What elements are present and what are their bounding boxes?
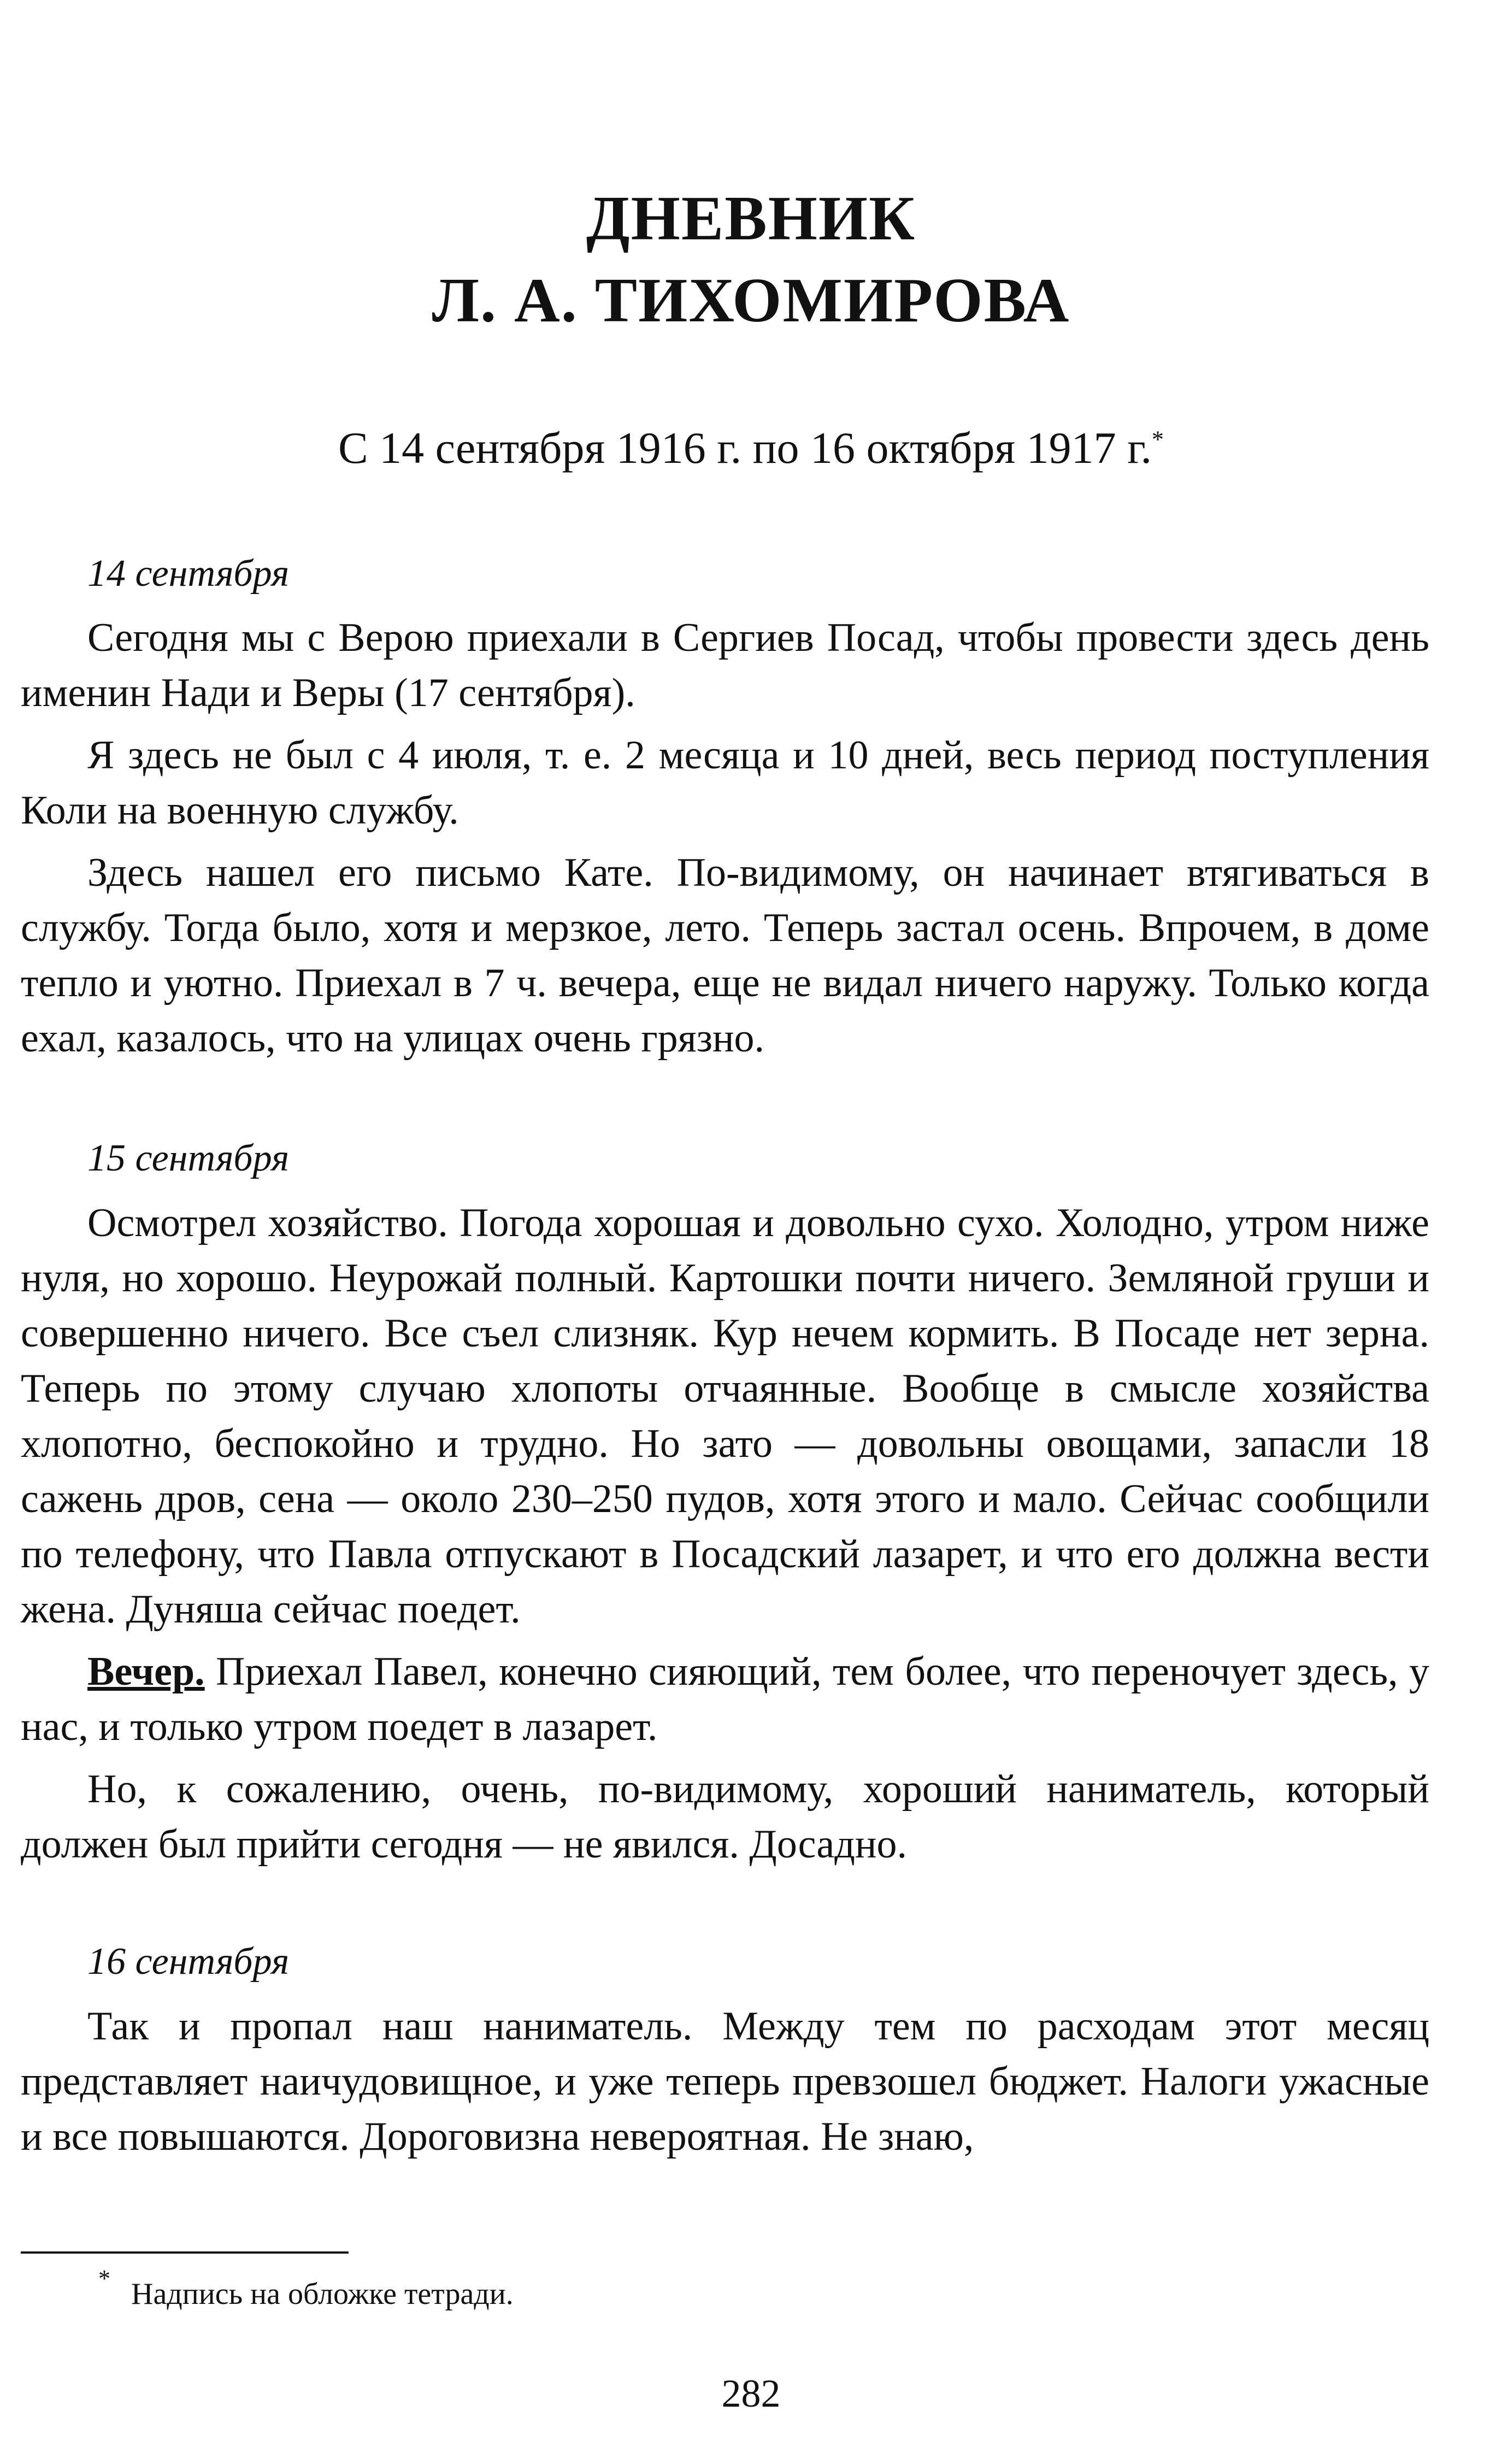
footnote-mark: * xyxy=(98,2265,110,2292)
date-range-text: С 14 сентября 1916 г. по 16 октября 1917 г. xyxy=(338,423,1152,473)
evening-paragraph xyxy=(21,1644,1429,1755)
paragraph: Сегодня мы с Верою приехали в Сергиев Посад, чтобы провести здесь день именин Нади и Веры (17 сентября). xyxy=(21,615,1429,715)
footnote-text: Надпись на обложке тетради. xyxy=(131,2277,514,2311)
paragraph: Но, к сожалению, очень, по-видимому, хороший наниматель, который должен был прийти сегодня — не явился. Досадно. xyxy=(21,1767,1429,1867)
diary-title-line-1: ДНЕВНИК xyxy=(586,184,916,254)
diary-title-line-2: Л. А. ТИХОМИРОВА xyxy=(432,266,1070,336)
entry-date-15-september: 15 сентября xyxy=(87,1137,290,1179)
entry-body-15-september xyxy=(21,1196,1429,1872)
entry-body-14-september xyxy=(21,610,1429,1066)
page-number: 282 xyxy=(721,2372,781,2415)
date-range-subtitle xyxy=(0,418,1502,478)
paragraph: Я здесь не был с 4 июля, т. е. 2 месяца и 10 дней, весь период поступления Коли на военную службу. xyxy=(21,733,1429,833)
paragraph: Так и пропал наш наниматель. Между тем по расходам этот месяц представляет наичудовищное, и уже теперь превзошел бюджет. Налоги ужасные и все повышаются. Дороговизна невероятная. Не знаю, xyxy=(21,2004,1429,2159)
footnote-divider xyxy=(21,2251,349,2254)
entry-date-14-september: 14 сентября xyxy=(87,552,290,595)
evening-text: Приехал Павел, конечно сияющий, тем более, что переночует здесь, у нас, и только утром поедет в лазарет. xyxy=(21,1649,1429,1749)
entry-date-16-september: 16 сентября xyxy=(87,1940,290,1983)
paragraph: Здесь нашел его письмо Кате. По-видимому, он начинает втягиваться в службу. Тогда было, хотя и мерзкое, лето. Теперь застал осень. Впрочем, в доме тепло и уютно. Приехал в 7 ч. вечера, еще не видал ничего наружу. Только когда ехал, казалось, что на улицах очень грязно. xyxy=(21,850,1429,1061)
paragraph: Осмотрел хозяйство. Погода хорошая и довольно сухо. Холодно, утром ниже нуля, но хорошо. Неурожай полный. Картошки почти ничего. Земляной груши и совершенно ничего. Все съел слизняк. Кур нечем кормить. В Посаде нет зерна. Теперь по этому случаю хлопоты отчаянные. Вообще в смысле хозяйства хлопотно, беспокойно и трудно. Но зато — довольны овощами, запасли 18 сажень дров, сена — около 230–250 пудов, хотя этого и мало. Сейчас сообщили по телефону, что Павла отпускают в Посадский лазарет, и что его должна вести жена. Дуняша сейчас поедет. xyxy=(21,1201,1429,1632)
subtitle-footnote-mark: * xyxy=(1152,426,1164,453)
evening-label: Вечер. xyxy=(87,1649,205,1694)
entry-body-16-september xyxy=(21,1999,1429,2165)
